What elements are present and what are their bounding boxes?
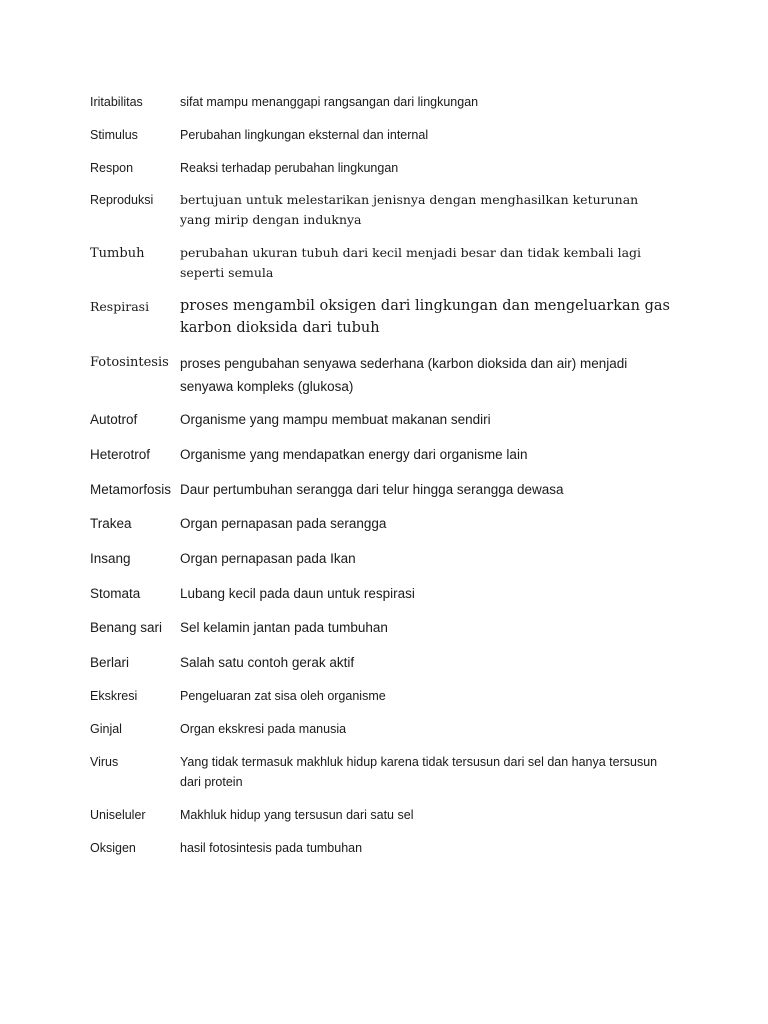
- entry-definition: Daur pertumbuhan serangga dari telur hingga serangga dewasa: [180, 482, 564, 497]
- entry-definition: sifat mampu menanggapi rangsangan dari lingkungan: [180, 95, 479, 109]
- entry-term: Berlari: [90, 655, 130, 670]
- entry-term: Iritabilitas: [90, 95, 143, 109]
- entry-definition: Salah satu contoh gerak aktif: [180, 655, 355, 670]
- entry-definition: Organ pernapasan pada Ikan: [180, 551, 356, 566]
- entry-term: Autotrof: [90, 412, 138, 427]
- entry-definition: Lubang kecil pada daun untuk respirasi: [180, 586, 415, 601]
- entry-term: Fotosintesis: [90, 355, 169, 370]
- entry-definition: proses mengambil oksigen dari lingkungan dan mengeluarkan gas karbon dioksida dari tubuh: [180, 298, 670, 336]
- entry-term: Stomata: [90, 586, 141, 601]
- entry-definition: Makhluk hidup yang tersusun dari satu sel: [180, 808, 414, 822]
- entry-definition: Organisme yang mampu membuat makanan sendiri: [180, 412, 491, 427]
- entry-term: Benang sari: [90, 620, 163, 635]
- entry-definition: perubahan ukuran tubuh dari kecil menjadi besar dan tidak kembali lagi seperti semula: [180, 245, 642, 280]
- entry-term: Metamorfosis: [90, 482, 172, 497]
- entry-term: Heterotrof: [90, 447, 151, 462]
- entry-term: Respon: [90, 161, 134, 175]
- entry-definition: hasil fotosintesis pada tumbuhan: [180, 841, 363, 855]
- entry-term: Virus: [90, 755, 119, 769]
- entry-definition: Organ pernapasan pada serangga: [180, 516, 387, 531]
- entry-term: Tumbuh: [90, 246, 145, 261]
- entry-definition: Pengeluaran zat sisa oleh organisme: [180, 689, 386, 703]
- entry-definition: Yang tidak termasuk makhluk hidup karena tidak tersusun dari sel dan hanya tersusun dari protein: [180, 755, 658, 789]
- entry-term: Stimulus: [90, 128, 138, 142]
- entry-definition: proses pengubahan senyawa sederhana (karbon dioksida dan air) menjadi senyawa kompleks (glukosa): [180, 356, 628, 394]
- entry-definition: Organisme yang mendapatkan energy dari organisme lain: [180, 447, 528, 462]
- entry-term: Ekskresi: [90, 689, 138, 703]
- entry-definition: Sel kelamin jantan pada tumbuhan: [180, 620, 388, 635]
- entry-term: Insang: [90, 551, 131, 566]
- entry-term: Reproduksi: [90, 193, 154, 207]
- entry-term: Trakea: [90, 516, 132, 531]
- entry-definition: Organ ekskresi pada manusia: [180, 722, 347, 736]
- entry-term: Oksigen: [90, 841, 136, 855]
- entry-definition: bertujuan untuk melestarikan jenisnya dengan menghasilkan keturunan yang mirip dengan induknya: [180, 192, 639, 227]
- entry-term: Respirasi: [90, 299, 150, 314]
- entry-term: Ginjal: [90, 722, 122, 736]
- entry-definition: Perubahan lingkungan eksternal dan internal: [180, 128, 429, 142]
- entry-definition: Reaksi terhadap perubahan lingkungan: [180, 161, 399, 175]
- entry-term: Uniseluler: [90, 808, 146, 822]
